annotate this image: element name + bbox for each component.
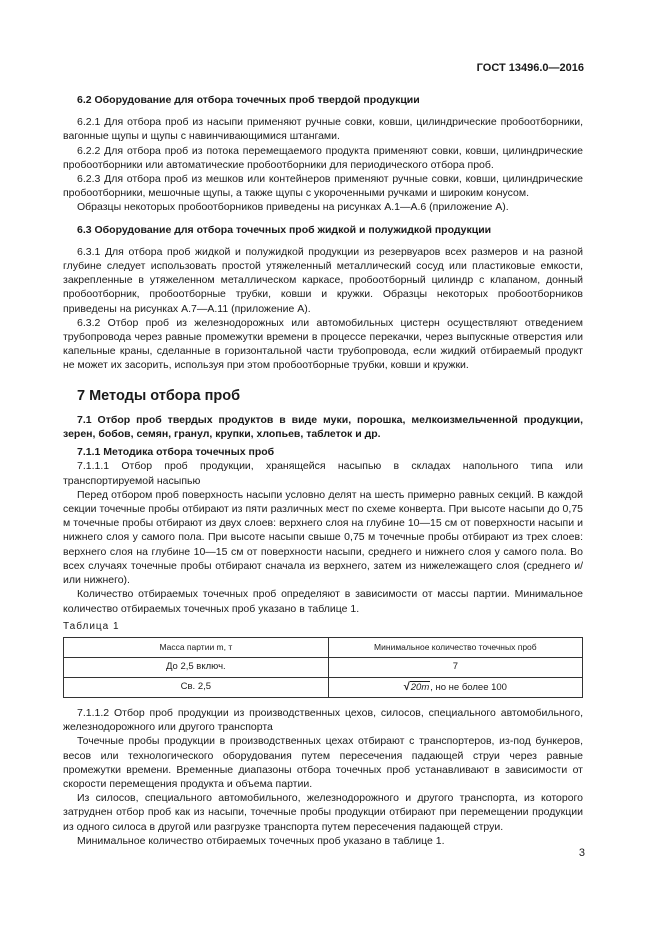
table-1 bbox=[63, 637, 583, 698]
paragraph-6-2-2: 6.2.2 Для отбора проб из потока перемещаемого продукта применяют совки, ковши, цилиндрические пробоотборники или автоматические пробоотборники для периодического отбора проб. bbox=[63, 144, 583, 171]
paragraph-sample-count: Количество отбираемых точечных проб определяют в зависимости от массы партии. Минимальное количество отбираемых точечных проб указано в таблице 1. bbox=[63, 588, 583, 615]
table-header-min-count: Минимальное количество точечных проб bbox=[328, 637, 582, 657]
paragraph-6-2-3: 6.2.3 Для отбора проб из мешков или контейнеров применяют ручные совки, ковши, цилиндрические пробоотборники, мешочные щупы, а также щупы с укороченными ручками и широким конусом. bbox=[63, 173, 583, 200]
table-row bbox=[64, 657, 583, 677]
page-number: 3 bbox=[578, 847, 585, 859]
paragraph-6-3-2: 6.3.2 Отбор проб из железнодорожных или автомобильных цистерн осуществляют отведением трубопровода через равные промежутки времени в процессе перекачки, через выпускные отверстия или капельные краны, сделанные в горизонтальной части трубопровода, если жидкий отбираемый продукт не может их засорить, используя при этом пробоотборные трубки, ковши и кружки. bbox=[63, 316, 583, 372]
section-7-1-title: 7.1 Отбор проб твердых продуктов в виде муки, порошка, мелкоизмельченной продукции, зерен, бобов, семян, гранул, крупки, хлопьев, таблеток и др. bbox=[63, 413, 583, 441]
paragraph-table-reference: Минимальное количество отбираемых точечных проб указано в таблице 1. bbox=[77, 834, 445, 847]
table-header-row bbox=[64, 637, 583, 657]
paragraph-bulk-sampling: Перед отбором проб поверхность насыпи условно делят на шесть примерно равных секций. В каждой секции точечные пробы отбирают из пяти различных мест по схеме конверта. При высоте насыпи до 0,75 м точечные пробы отбирают из двух слоев: верхнего слоя на глубине 10—15 см от поверхности насыпи и нижнего слоя у самого пола. При высоте насыпи свыше 0,75 м точечные пробы отбирают из трех слоев: верхнего слоя на глубине 10—15 см от поверхности насыпи, среднего и нижнего слоя у самого пола. Во всех случаях точечные пробы отбирают сначала из верхнего, затем из нижележащего слоя (среднего и/или нижнего). bbox=[63, 488, 583, 587]
table-caption: Таблица 1 bbox=[63, 620, 120, 632]
paragraph-silo-sampling: Из силосов, специального автомобильного, железнодорожного и другого транспорта, из которого затруднен отбор проб как из насыпи, точечные пробы продукции отбирают при перемещении продукции из одного силоса в другой или разгрузке транспорта путем пересечения падающей струи. bbox=[63, 792, 583, 833]
table-cell: 7 bbox=[328, 657, 582, 677]
paragraph-6-2-figures: Образцы некоторых пробоотборников приведены на рисунках А.1—А.6 (приложение А). bbox=[77, 201, 509, 214]
paragraph-6-3-1: 6.3.1 Для отбора проб жидкой и полужидкой продукции из резервуаров всех размеров и на разной глубине следует использовать простой утяжеленный металлический сосуд или пластиковые емкости, закрепленные в утяжеленном металлическом каркасе, пробоотборный цилиндр с клапаном, донный пробоотборник, пробоотборные трубки, ковши и кружки. Образцы некоторых пробоотборников приведены на рисунках А.7—А.11 (приложение А). bbox=[63, 245, 583, 315]
paragraph-7-1-1-2: 7.1.1.2 Отбор проб продукции из производственных цехов, силосов, специального автомобильного, железнодорожного или другого транспорта bbox=[63, 706, 583, 734]
standard-header: ГОСТ 13496.0—2016 bbox=[476, 62, 584, 74]
page-content bbox=[63, 93, 583, 848]
sqrt-formula bbox=[404, 680, 431, 695]
table-cell: До 2,5 включ. bbox=[64, 657, 329, 677]
section-7-1-1-title: 7.1.1 Методика отбора точечных проб bbox=[77, 446, 275, 459]
section-6-2-title: 6.2 Оборудование для отбора точечных проб твердой продукции bbox=[77, 94, 420, 106]
radicand: 20m bbox=[410, 681, 430, 693]
paragraph-6-2-1: 6.2.1 Для отбора проб из насыпи применяют ручные совки, ковши, цилиндрические пробоотборники, вагонные щупы и щупы с навинчивающимися штангами. bbox=[63, 116, 583, 143]
paragraph-workshop-sampling: Точечные пробы продукции в производственных цехах отбирают с транспортеров, из-под бункеров, весов или технологического оборудования путем пересечения падающей струи через равные промежутки времени. Временные диапазоны отбора точечных проб устанавливают в зависимости от скорости перемещения продукта и объема партии. bbox=[63, 735, 583, 790]
section-6-3-title: 6.3 Оборудование для отбора точечных проб жидкой и полужидкой продукции bbox=[77, 223, 492, 236]
table-cell bbox=[328, 677, 582, 697]
paragraph-7-1-1-1: 7.1.1.1 Отбор проб продукции, хранящейся насыпью в складах напольного типа или транспортируемой насыпью bbox=[63, 460, 583, 487]
radical-sign: √ bbox=[403, 680, 410, 693]
table-cell: Св. 2,5 bbox=[64, 677, 329, 697]
formula-suffix: , но не более 100 bbox=[430, 681, 507, 693]
section-7-title: 7 Методы отбора проб bbox=[77, 387, 241, 404]
table-row bbox=[64, 677, 583, 697]
table-header-mass: Масса партии m, т bbox=[64, 637, 329, 657]
